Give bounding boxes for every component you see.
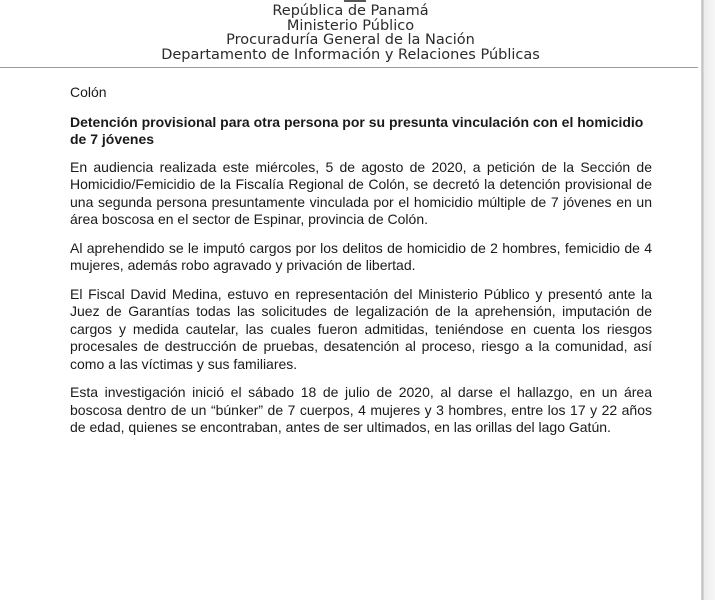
letterhead-country: República de Panamá — [272, 3, 429, 19]
paragraph-1: En audiencia realizada este miércoles, 5 de agosto de 2020, a petición de la Sección de Homicidio/Femicidio de la Fiscalía Regional de Colón, se decretó la detención provisional de una segunda persona presuntamente vinculada por el homicidio múltiple de 7 jóvenes en un área boscosa en el sector de Espinar, provincia de Colón. — [70, 158, 652, 227]
press-release-title: Detención provisional para otra persona por su presunta vinculación con el homicidio de 7 jóvenes — [70, 113, 644, 147]
header-logo-fragment — [344, 0, 366, 2]
paragraph-2: Al aprehendido se le imputó cargos por los delitos de homicidio de 2 hombres, femicidio de 4 mujeres, además robo agravado y privación de libertad. — [70, 239, 652, 273]
paragraph-3: El Fiscal David Medina, estuvo en representación del Ministerio Público y presentó ante la Juez de Garantías todas las solicitudes de legalización de la aprehensión, imputación de cargos y medida cautelar, las cuales fueron admitidas, teniéndose en cuenta los riesgos procesales de destrucción de pruebas, desatención al proceso, riesgo a la comunidad, así como a las víctimas y sus familiares. — [70, 285, 652, 372]
paragraph-4: Esta investigación inició el sábado 18 de julio de 2020, al darse el hallazgo, en un área boscosa dentro de un “búnker” de 7 cuerpos, 4 mujeres y 3 hombres, entre los 17 y 22 años de edad, quienes se encontraban, antes de ser ultimados, en las orillas del lago Gatún. — [70, 384, 652, 435]
page-edge-shadow — [701, 0, 715, 600]
letterhead-procuraduria: Procuraduría General de la Nación — [226, 32, 475, 48]
letterhead-department: Departamento de Información y Relaciones Públicas — [161, 47, 540, 63]
letterhead-ministry: Ministerio Público — [286, 18, 415, 34]
header-divider — [0, 67, 698, 68]
press-release-body — [70, 84, 652, 448]
dateline-location: Colón — [70, 84, 107, 100]
